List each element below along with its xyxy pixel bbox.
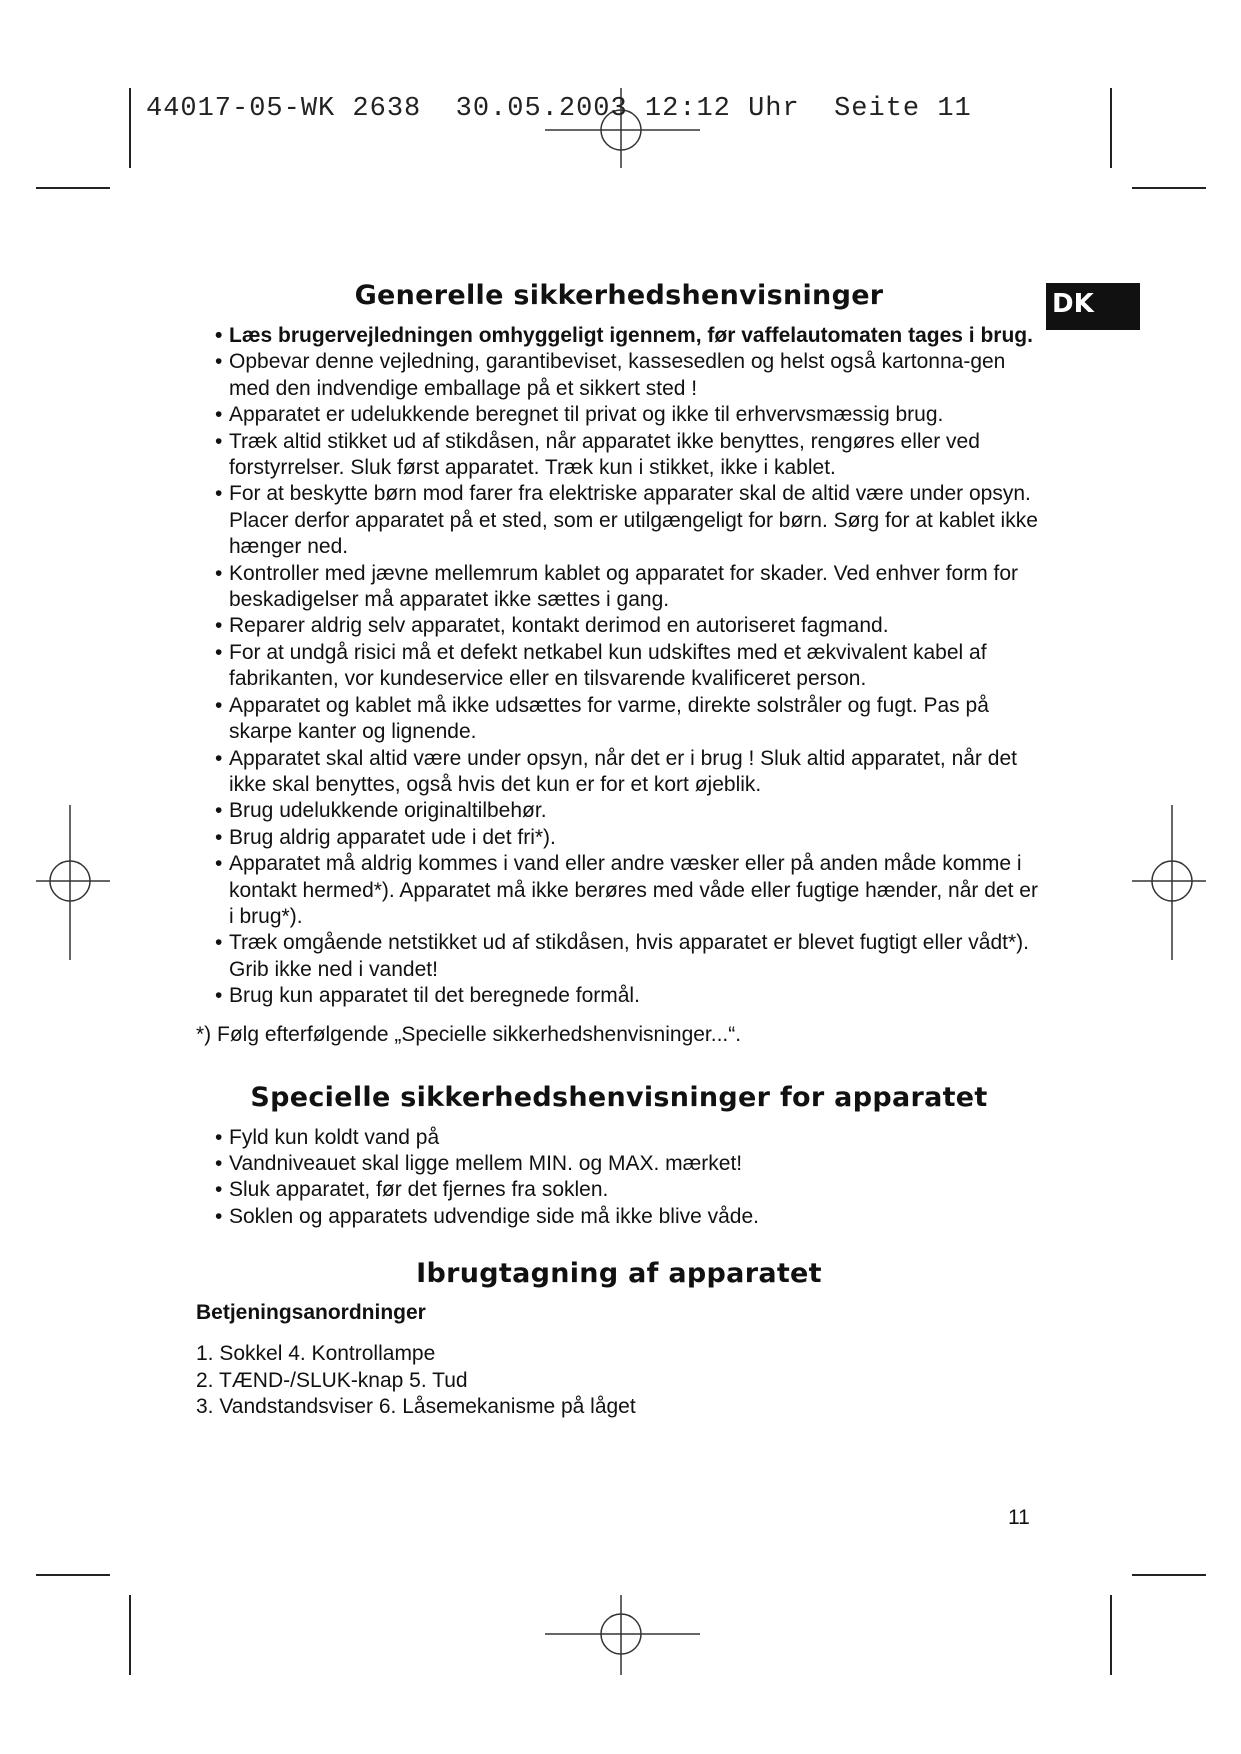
list-item: • Kontroller med jævne mellemrum kablet og apparatet for skader. Ved enhver form for beskadigelser må apparatet ikke sættes i gang. <box>196 561 1042 614</box>
list-item: 2. TÆND-/SLUK-knap 5. Tud <box>196 1368 468 1392</box>
special-safety-list <box>196 1125 1042 1231</box>
list-item: 1. Sokkel 4. Kontrollampe <box>196 1342 436 1366</box>
section-title: Ibrugtagning af apparatet <box>416 1258 822 1290</box>
list-item: • Apparatet må aldrig kommes i vand eller andre væsker eller på anden måde komme i kontakt hermed*). Apparatet må ikke berøres med våde eller fugtige hænder, når det er i brug*). <box>196 851 1042 930</box>
print-slug: 44017-05-WK 2638 30.05.2003 12:12 Uhr Seite 11 <box>146 94 972 124</box>
language-badge: DK <box>1046 283 1140 330</box>
list-item: • Vandniveauet skal ligge mellem MIN. og MAX. mærket! <box>196 1151 1042 1177</box>
list-item: • Brug udelukkende originaltilbehør. <box>196 798 1042 824</box>
list-item: • Apparatet er udelukkende beregnet til privat og ikke til erhvervsmæssig brug. <box>196 402 1042 428</box>
list-item: • Soklen og apparatets udvendige side må ikke blive våde. <box>196 1204 1042 1230</box>
list-item: 3. Vandstandsviser 6. Låsemekanisme på låget <box>196 1395 636 1418</box>
subsection-title: Betjeningsanordninger <box>196 1301 426 1325</box>
list-item: • Sluk apparatet, før det fjernes fra soklen. <box>196 1177 1042 1203</box>
list-item: • For at beskytte børn mod farer fra elektriske apparater skal de altid være under opsyn. Placer derfor apparatet på et sted, som er utilgængeligt for børn. Sørg for at kablet ikke hænger ned. <box>196 481 1042 560</box>
section-title: Generelle sikkerhedshenvisninger <box>354 280 884 311</box>
registration-mark-right <box>1132 805 1206 960</box>
list-item: • For at undgå risici må et defekt netkabel kun udskiftes med et ækvivalent kabel af fabrikanten, vor kundeservice eller en tilsvarende kvalificeret person. <box>196 640 1042 693</box>
page-content <box>196 280 1042 1420</box>
special-safety-section <box>196 1082 1042 1231</box>
list-item: • Læs brugervejledningen omhyggeligt igennem, før vaffelautomaten tages i brug. <box>196 323 1042 349</box>
page-number: 11 <box>1008 1506 1030 1529</box>
section-title: Specielle sikkerhedshenvisninger for apparatet <box>250 1081 988 1113</box>
list-item: • Apparatet og kablet må ikke udsættes for varme, direkte solstråler og fugt. Pas på skarpe kanter og lignende. <box>196 693 1042 746</box>
list-item: • Opbevar denne vejledning, garantibeviset, kassesedlen og helst også kartonna-gen med den indvendige emballage på et sikkert sted ! <box>196 349 1042 402</box>
footnote: *) Følg efterfølgende „Specielle sikkerhedshenvisninger...“. <box>196 1022 742 1046</box>
controls-list <box>196 1341 1042 1420</box>
general-safety-section <box>196 280 1042 1048</box>
list-item: • Brug aldrig apparatet ude i det fri*). <box>196 825 1042 851</box>
list-item: • Reparer aldrig selv apparatet, kontakt derimod en autoriseret fagmand. <box>196 613 1042 639</box>
list-item: • Træk omgående netstikket ud af stikdåsen, hvis apparatet er blevet fugtigt eller vådt*). Grib ikke ned i vandet! <box>196 930 1042 983</box>
registration-mark-bottom <box>545 1595 700 1675</box>
usage-section <box>196 1258 1042 1420</box>
list-item: • Apparatet skal altid være under opsyn, når det er i brug ! Sluk altid apparatet, når det ikke skal benyttes, også hvis det kun er for et kort øjeblik. <box>196 746 1042 799</box>
registration-mark-left <box>36 805 110 960</box>
list-item: • Træk altid stikket ud af stikdåsen, når apparatet ikke benyttes, rengøres eller ved forstyrrelser. Sluk først apparatet. Træk kun i stikket, ikke i kablet. <box>196 429 1042 482</box>
list-item: • Fyld kun koldt vand på <box>196 1125 1042 1151</box>
general-safety-list <box>196 323 1042 1010</box>
list-item: • Brug kun apparatet til det beregnede formål. <box>196 983 1042 1009</box>
